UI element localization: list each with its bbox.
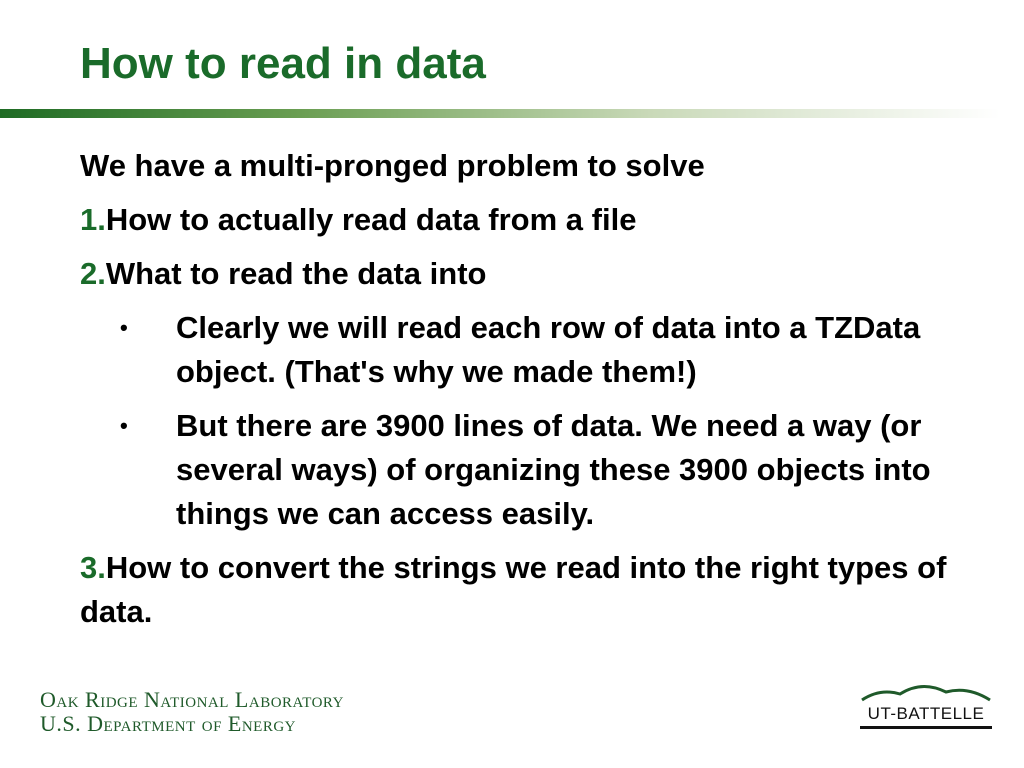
footer-organization [40, 688, 344, 736]
bullet-icon: • [120, 315, 128, 340]
hills-logo-icon [860, 682, 992, 704]
list-number: 2. [80, 256, 106, 291]
list-item-text: What to read the data into [105, 256, 487, 291]
intro-text: We have a multi-pronged problem to solve [80, 148, 705, 183]
list-item-text: How to actually read data from a file [105, 202, 637, 237]
bullet-icon: • [120, 413, 128, 438]
bullet-text: Clearly we will read each row of data into a TZData object. (That's why we made them!) [176, 310, 921, 389]
logo-text: UT-BATTELLE [867, 704, 985, 723]
logo-underline [860, 726, 992, 730]
slide-title: How to read in data [80, 39, 486, 88]
list-item-1 [80, 198, 980, 242]
slide-body [80, 144, 980, 644]
list-number: 3. [80, 550, 106, 585]
bullet-text: But there are 3900 lines of data. We need a way (or several ways) of organizing these 3900 objects into things we can access easily. [176, 408, 931, 531]
bullet-item-2 [80, 404, 980, 536]
list-item-3 [80, 546, 980, 634]
list-item-2 [80, 252, 980, 296]
list-item-text: How to convert the strings we read into the right types of data. [80, 550, 947, 629]
bullet-item-1 [80, 306, 980, 394]
org-name: Oak Ridge National Laboratory [40, 687, 344, 712]
title-divider [0, 109, 1000, 118]
org-department: U.S. Department of Energy [40, 711, 297, 736]
ut-battelle-logo [860, 682, 992, 730]
list-number: 1. [80, 202, 106, 237]
